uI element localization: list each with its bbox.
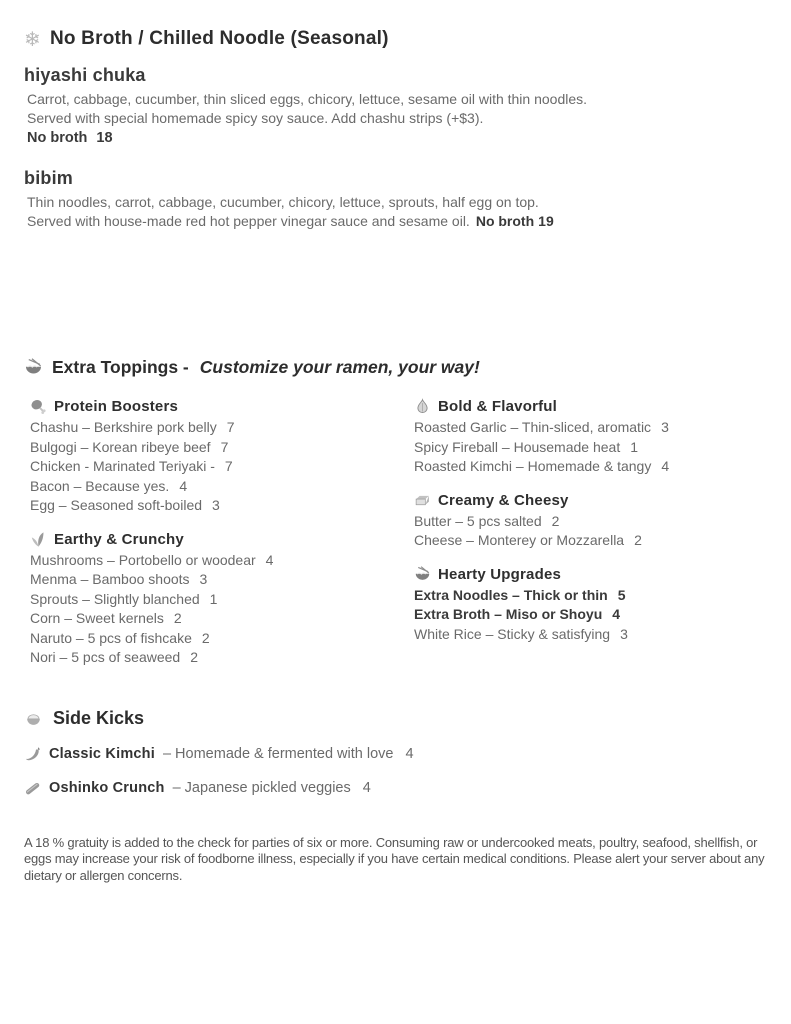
group-creamy-cheesy bbox=[414, 492, 765, 551]
price-value: 18 bbox=[96, 130, 113, 146]
dish-hiyashi-chuka bbox=[24, 65, 767, 146]
dish-price-line bbox=[24, 130, 767, 146]
topping-item bbox=[414, 512, 765, 532]
topping-label: Menma – Bamboo shoots bbox=[30, 571, 190, 587]
dish-description bbox=[24, 90, 767, 128]
topping-price: 2 bbox=[173, 610, 182, 626]
toppings-column-left bbox=[24, 398, 414, 668]
price-label: No broth bbox=[27, 130, 88, 146]
topping-item bbox=[30, 590, 414, 610]
cucumber-icon bbox=[24, 780, 41, 797]
side-item-desc: – Japanese pickled veggies bbox=[172, 780, 351, 796]
group-title: Protein Boosters bbox=[54, 398, 179, 415]
topping-item bbox=[414, 457, 765, 477]
topping-label: Sprouts – Slightly blanched bbox=[30, 590, 200, 607]
desc-line: Thin noodles, carrot, cabbage, cucumber, chicory, lettuce, sprouts, half egg on top. bbox=[27, 194, 539, 210]
topping-item bbox=[414, 586, 765, 606]
sides-section-heading bbox=[24, 708, 767, 729]
group-bold-flavorful bbox=[414, 398, 765, 477]
topping-label: Egg – Seasoned soft-boiled bbox=[30, 497, 203, 513]
topping-label: Chicken - Marinated Teriyaki - bbox=[30, 458, 215, 474]
topping-label: Bulgogi – Korean ribeye beef bbox=[30, 438, 211, 455]
toppings-columns bbox=[24, 398, 767, 668]
chili-pepper-icon bbox=[24, 746, 41, 763]
topping-item bbox=[30, 648, 414, 668]
rice-bowl-icon bbox=[24, 709, 43, 728]
topping-item bbox=[30, 629, 414, 649]
topping-price: 4 bbox=[661, 458, 670, 474]
ramen-bowl-icon bbox=[414, 566, 431, 583]
ramen-bowl-icon bbox=[24, 358, 43, 377]
topping-item bbox=[30, 438, 414, 458]
dish-price-line bbox=[476, 213, 554, 229]
seasonal-title: No Broth / Chilled Noodle (Seasonal) bbox=[49, 28, 389, 49]
dish-name: hiyashi chuka bbox=[24, 65, 146, 85]
topping-item bbox=[30, 477, 414, 497]
group-title: Creamy & Cheesy bbox=[438, 491, 569, 509]
topping-item bbox=[30, 418, 414, 438]
topping-item bbox=[414, 605, 765, 625]
topping-label: Spicy Fireball – Housemade heat bbox=[414, 438, 621, 455]
topping-label: Extra Noodles – Thick or thin bbox=[414, 586, 608, 603]
topping-price: 4 bbox=[612, 606, 621, 622]
price-value: 19 bbox=[538, 213, 554, 229]
group-hearty-upgrades bbox=[414, 566, 765, 645]
desc-line: Served with special homemade spicy soy sauce. Add chashu strips (+$3). bbox=[27, 110, 484, 126]
dish-description bbox=[24, 193, 767, 231]
topping-label: Nori – 5 pcs of seaweed bbox=[30, 649, 181, 665]
topping-price: 4 bbox=[179, 477, 188, 494]
topping-item bbox=[414, 625, 765, 645]
topping-label: Naruto – 5 pcs of fishcake bbox=[30, 629, 192, 646]
topping-price: 7 bbox=[224, 458, 233, 474]
topping-label: Bacon – Because yes. bbox=[30, 477, 170, 494]
topping-price: 3 bbox=[620, 625, 628, 642]
toppings-column-right bbox=[414, 398, 765, 668]
group-title: Hearty Upgrades bbox=[438, 565, 562, 583]
dish-name: bibim bbox=[24, 168, 73, 188]
meat-icon bbox=[30, 398, 47, 415]
side-item-desc: – Homemade & fermented with love bbox=[162, 746, 394, 762]
topping-label: White Rice – Sticky & satisfying bbox=[414, 625, 611, 642]
topping-price: 5 bbox=[617, 586, 626, 603]
topping-price: 7 bbox=[226, 419, 235, 435]
topping-label: Corn – Sweet kernels bbox=[30, 610, 164, 626]
topping-price: 2 bbox=[201, 629, 210, 646]
group-header bbox=[414, 492, 765, 509]
topping-price: 1 bbox=[209, 590, 218, 607]
side-item-classic-kimchi bbox=[24, 746, 767, 763]
topping-item bbox=[414, 418, 765, 438]
topping-item bbox=[30, 457, 414, 477]
garlic-icon bbox=[414, 398, 431, 415]
topping-label: Chashu – Berkshire pork belly bbox=[30, 419, 217, 435]
topping-item bbox=[30, 570, 414, 590]
group-title: Bold & Flavorful bbox=[438, 398, 558, 415]
topping-label: Cheese – Monterey or Mozzarella bbox=[414, 532, 625, 548]
side-item-price: 4 bbox=[405, 746, 414, 762]
topping-price: 4 bbox=[265, 551, 274, 568]
toppings-tagline: Customize your ramen, your way! bbox=[199, 357, 480, 377]
sides-section bbox=[24, 708, 767, 797]
sides-title: Side Kicks bbox=[53, 707, 145, 728]
topping-price: 1 bbox=[630, 438, 639, 455]
toppings-section-heading bbox=[24, 357, 767, 378]
side-item-oshinko-crunch bbox=[24, 780, 767, 797]
group-protein-boosters bbox=[30, 398, 414, 516]
topping-item bbox=[30, 551, 414, 571]
topping-price: 3 bbox=[199, 571, 208, 587]
side-item-name: Classic Kimchi bbox=[49, 746, 155, 762]
topping-price: 3 bbox=[661, 419, 669, 435]
price-label: No broth bbox=[475, 213, 535, 229]
group-earthy-crunchy bbox=[30, 531, 414, 668]
group-header bbox=[414, 398, 765, 415]
topping-label: Butter – 5 pcs salted bbox=[414, 512, 542, 529]
topping-label: Extra Broth – Miso or Shoyu bbox=[414, 606, 603, 622]
gratuity-disclaimer: A 18 % gratuity is added to the check for parties of six or more. Consuming raw or undercooked meats, poultry, seafood, shellfish, or eggs may increase your risk of foodborne illness, especially if you have certain medical conditions. Please alert your server about any dietary or allergen concerns. bbox=[24, 834, 765, 883]
toppings-title: Extra Toppings - bbox=[52, 357, 189, 377]
topping-item bbox=[30, 609, 414, 629]
topping-price: 7 bbox=[220, 438, 229, 455]
topping-label: Roasted Garlic – Thin-sliced, aromatic bbox=[414, 419, 652, 435]
topping-price: 2 bbox=[551, 512, 560, 529]
side-item-name: Oshinko Crunch bbox=[49, 780, 165, 796]
group-title: Earthy & Crunchy bbox=[54, 530, 184, 548]
snowflake-icon: ❄ bbox=[24, 27, 41, 51]
seasonal-section-heading bbox=[24, 28, 767, 50]
group-header bbox=[30, 531, 414, 548]
topping-price: 2 bbox=[634, 532, 642, 548]
topping-item bbox=[414, 438, 765, 458]
side-item-price: 4 bbox=[362, 780, 371, 796]
topping-item bbox=[30, 496, 414, 516]
desc-line: Carrot, cabbage, cucumber, thin sliced eggs, chicory, lettuce, sesame oil with thin noodles. bbox=[27, 91, 588, 107]
group-header bbox=[30, 398, 414, 415]
topping-price: 2 bbox=[190, 649, 198, 665]
dish-bibim bbox=[24, 168, 767, 231]
topping-item bbox=[414, 531, 765, 551]
butter-icon bbox=[414, 492, 431, 509]
topping-label: Mushrooms – Portobello or woodear bbox=[30, 551, 256, 568]
topping-price: 3 bbox=[212, 497, 220, 513]
desc-line: Served with house-made red hot pepper vinegar sauce and sesame oil. bbox=[27, 213, 470, 229]
group-header bbox=[414, 566, 765, 583]
herb-icon bbox=[30, 531, 47, 548]
topping-label: Roasted Kimchi – Homemade & tangy bbox=[414, 458, 652, 474]
